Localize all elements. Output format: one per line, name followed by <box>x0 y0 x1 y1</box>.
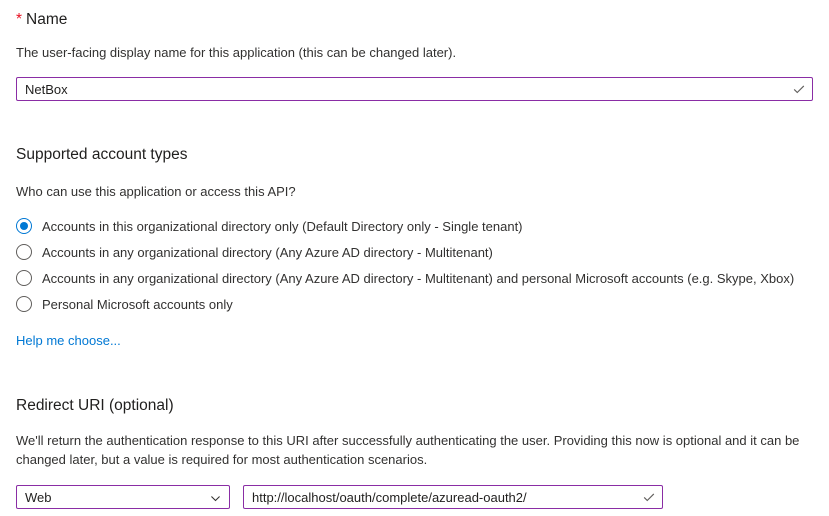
name-input[interactable] <box>16 77 813 101</box>
radio-button-icon[interactable] <box>16 296 32 312</box>
account-types-question: Who can use this application or access this API? <box>16 184 296 199</box>
radio-option-label: Accounts in any organizational directory (Any Azure AD directory - Multitenant) <box>42 244 493 260</box>
radio-option-label: Accounts in any organizational directory (Any Azure AD directory - Multitenant) and personal Microsoft accounts (e.g. Skype, Xbox) <box>42 270 795 286</box>
platform-select-value: Web <box>25 489 52 505</box>
redirect-uri-description: We'll return the authentication response to this URI after successfully authenticating the user. Providing this now is optional and it can be changed later, but a value is required for most authentication scenarios. <box>16 433 800 467</box>
required-asterisk: * <box>16 11 23 28</box>
redirect-uri-title: Redirect URI (optional) <box>16 397 174 414</box>
name-description: The user-facing display name for this application (this can be changed later). <box>16 45 457 60</box>
account-types-title: Supported account types <box>16 146 188 163</box>
radio-option-label: Personal Microsoft accounts only <box>42 296 233 312</box>
platform-select[interactable] <box>16 485 230 509</box>
chevron-down-icon <box>209 492 222 505</box>
radio-button-icon[interactable] <box>16 244 32 260</box>
radio-option-multitenant[interactable] <box>16 239 813 265</box>
name-label: Name <box>26 11 68 28</box>
radio-option-single-tenant[interactable] <box>16 213 813 239</box>
redirect-uri-input[interactable] <box>243 485 663 509</box>
redirect-uri-row <box>16 485 813 509</box>
help-me-choose-link[interactable]: Help me choose... <box>16 333 121 348</box>
account-types-radio-group <box>16 213 813 317</box>
radio-option-multitenant-personal[interactable] <box>16 265 813 291</box>
radio-option-personal-only[interactable] <box>16 291 813 317</box>
name-input-wrap <box>16 77 813 101</box>
redirect-uri-input-wrap <box>243 485 663 509</box>
radio-option-label: Accounts in this organizational directory only (Default Directory only - Single tenant) <box>42 218 523 234</box>
radio-button-icon[interactable] <box>16 270 32 286</box>
name-section-title <box>16 10 813 30</box>
radio-button-icon[interactable] <box>16 218 32 234</box>
